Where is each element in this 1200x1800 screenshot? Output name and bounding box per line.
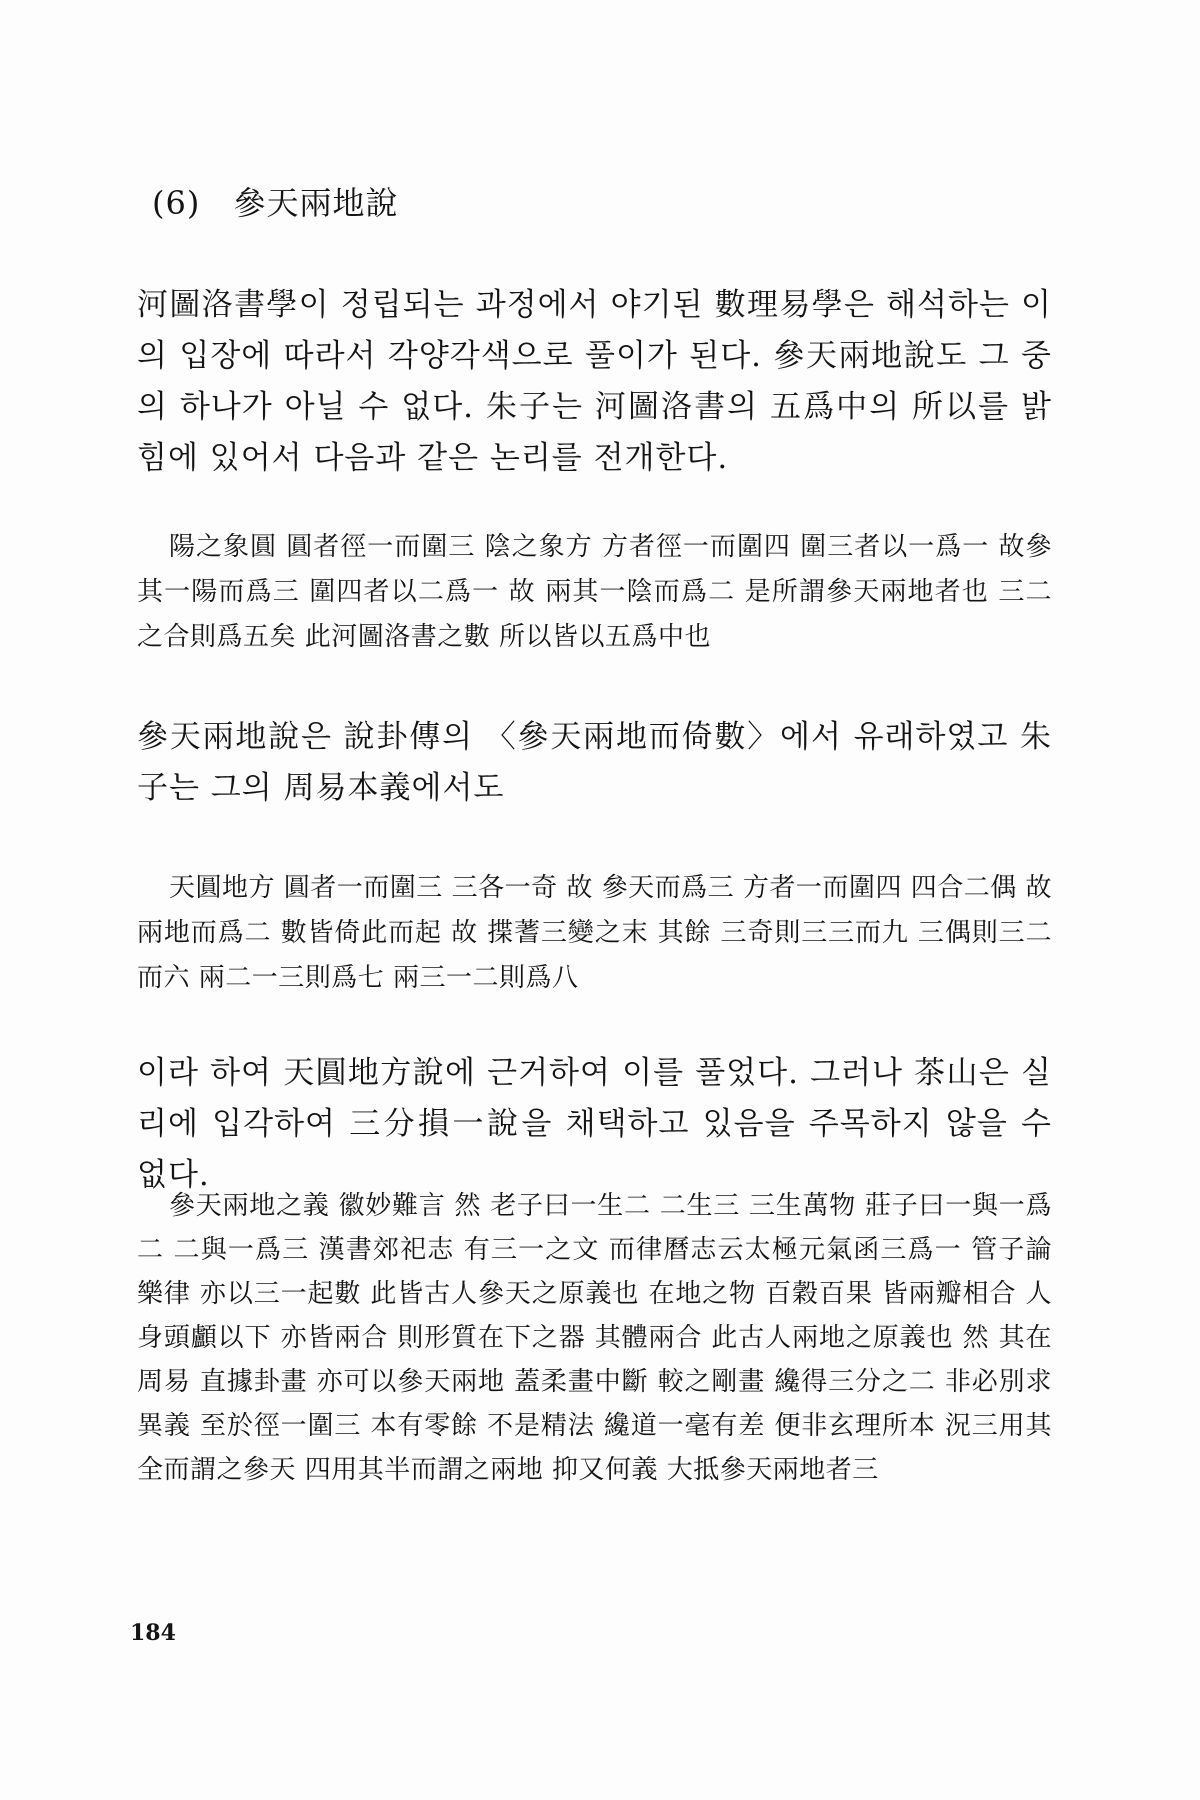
section-number: (6)	[152, 184, 201, 222]
body-paragraph-3: 이라 하여 天圓地方說에 근거하여 이를 풀었다. 그러나 茶山은 실리에 입각하여 三分損一說을 채택하고 있음을 주목하지 않을 수 없다.	[137, 1055, 1052, 1193]
body-paragraph-2: 參天兩地說은 說卦傳의 〈參天兩地而倚數〉에서 유래하였고 朱子는 그의 周易本義에서도	[137, 719, 1052, 806]
page-number: 184	[130, 1620, 176, 1646]
quotation-block-1: 陽之象圓 圓者徑一而圍三 陰之象方 方者徑一而圍四 圍三者以一爲一 故參其一陽而爲三 圍四者以二爲一 故 兩其一陰而爲二 是所謂參天兩地者也 三二之合則爲五矣 此河圖洛書之數 所以皆以五爲中也	[137, 532, 1052, 652]
quotation-block-3: 參天兩地之義 徽妙難言 然 老子曰一生二 二生三 三生萬物 莊子曰一與一爲二 二與一爲三 漢書郊祀志 有三一之文 而律曆志云太極元氣函三爲一 管子論樂律 亦以三一起數 此皆古人參天之原義也 在地之物 百穀百果 皆兩瓣相合 人身頭顱以下 亦皆兩合 則形質在下之器 其體兩合 此古人兩地之原義也 然 其在周易 直據卦畫 亦可以參天兩地 蓋柔畫中斷 較之剛畫 纔得三分之二 非必別求異義 至於徑一圍三 本有零餘 不是精法 纔道一毫有差 便非玄理所本 況三用其全而謂之參天 四用其半而謂之兩地 抑又何義 大抵參天兩地者三	[137, 1191, 1052, 1485]
section-heading	[152, 178, 399, 224]
body-paragraph-1: 河圖洛書學이 정립되는 과정에서 야기된 數理易學은 해석하는 이의 입장에 따라서 각양각색으로 풀이가 된다. 參天兩地說도 그 중의 하나가 아닐 수 없다. 朱子는 河圖洛書의 五爲中의 所以를 밝힘에 있어서 다음과 같은 논리를 전개한다.	[137, 287, 1052, 476]
section-title: 參天兩地說	[233, 184, 399, 222]
quotation-block-2: 天圓地方 圓者一而圍三 三各一奇 故 參天而爲三 方者一而圍四 四合二偶 故 兩地而爲二 數皆倚此而起 故 揲蓍三變之末 其餘 三奇則三三而九 三偶則三二而六 兩二一三則爲七 兩三一二則爲八	[137, 873, 1052, 993]
